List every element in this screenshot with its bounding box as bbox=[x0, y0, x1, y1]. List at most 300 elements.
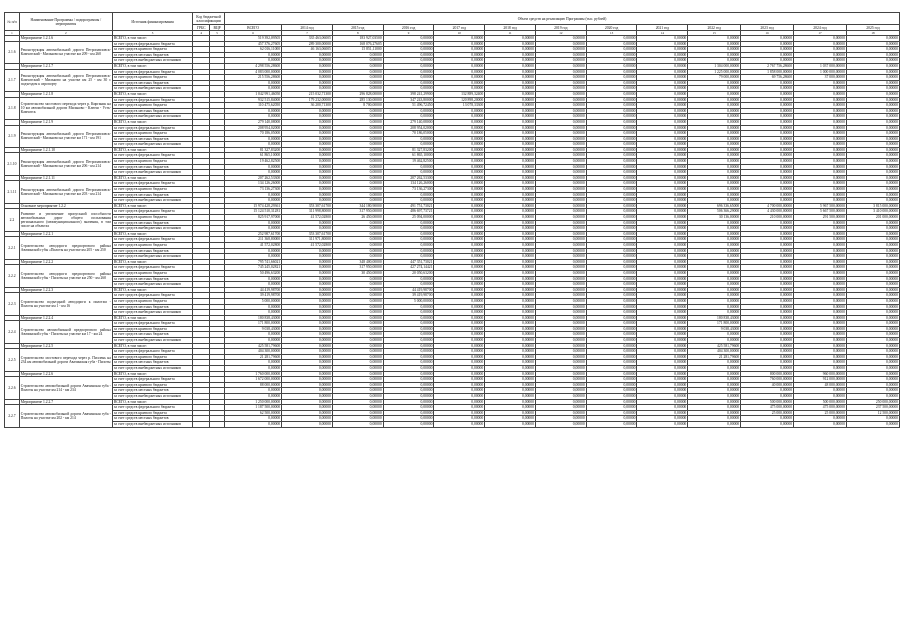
value-cell: 0,00000 bbox=[535, 125, 586, 131]
value-cell: 0,00000 bbox=[225, 282, 282, 288]
value-cell: 0,00000 bbox=[846, 198, 899, 204]
source-label: за счет средств внебюджетных источников bbox=[112, 254, 192, 260]
value-cell: 0,00000 bbox=[332, 175, 383, 181]
header-num-7: 8 bbox=[332, 31, 383, 36]
row-title: Мероприятие 1.2.2.5 bbox=[19, 343, 112, 349]
value-cell: 0,00000 bbox=[282, 80, 333, 86]
value-cell: 0,00000 bbox=[282, 170, 333, 176]
value-cell: 0,00000 bbox=[846, 125, 899, 131]
row-index: 2.2.7 bbox=[5, 405, 20, 427]
value-cell: 0,00000 bbox=[846, 147, 899, 153]
source-label: за счет средств местных бюджетов bbox=[112, 360, 192, 366]
value-cell: 0,00000 bbox=[637, 142, 688, 148]
value-cell: 0,00000 bbox=[332, 108, 383, 114]
value-cell: 0,00000 bbox=[535, 36, 586, 42]
value-cell: 4 083 000,00000 bbox=[225, 69, 282, 75]
value-cell: 0,00000 bbox=[794, 237, 847, 243]
source-label: за счет средств федерального бюджета bbox=[112, 69, 192, 75]
value-cell: 0,00000 bbox=[741, 343, 794, 349]
value-cell: 0,00000 bbox=[846, 388, 899, 394]
value-cell: 0,00000 bbox=[741, 181, 794, 187]
value-cell: 0,00000 bbox=[282, 354, 333, 360]
value-cell: 0,00000 bbox=[434, 125, 485, 131]
value-cell: 0,00000 bbox=[637, 293, 688, 299]
source-label: за счет средств местных бюджетов bbox=[112, 248, 192, 254]
value-cell: 0,00000 bbox=[637, 265, 688, 271]
value-cell: 5 967 500,00000 bbox=[794, 203, 847, 209]
source-label: за счет средств федерального бюджета bbox=[112, 377, 192, 383]
value-cell: 0,00000 bbox=[688, 125, 741, 131]
value-cell: 0,00000 bbox=[688, 119, 741, 125]
value-cell: 44 419,98700 bbox=[225, 287, 282, 293]
value-cell: 0,00000 bbox=[332, 343, 383, 349]
value-cell: 0,00000 bbox=[586, 114, 637, 120]
value-cell: 0,00000 bbox=[225, 108, 282, 114]
row-title: Мероприятие 1.2.1.7 bbox=[19, 63, 112, 69]
value-cell: 0,00000 bbox=[485, 52, 536, 58]
source-label: за счет средств краевого бюджета bbox=[112, 270, 192, 276]
value-cell: 0,00000 bbox=[383, 41, 434, 47]
row-name: Строительство мостового перехода через р. Кирганик на 10 км автомобильной дороги Мильково - Ключи - Усть-Камчатск bbox=[19, 97, 112, 119]
value-cell: 0,00000 bbox=[794, 242, 847, 248]
header-num-15: 16 bbox=[741, 31, 794, 36]
value-cell: 0,00000 bbox=[794, 338, 847, 344]
value-cell: 0,00000 bbox=[282, 282, 333, 288]
value-cell: 0,00000 bbox=[794, 142, 847, 148]
value-cell: 0,00000 bbox=[485, 270, 536, 276]
source-label: за счет средств краевого бюджета bbox=[112, 215, 192, 221]
value-cell: 0,00000 bbox=[794, 114, 847, 120]
value-cell: 289 300,00000 bbox=[282, 41, 333, 47]
value-cell: 0,00000 bbox=[535, 237, 586, 243]
source-label: за счет средств федерального бюджета bbox=[112, 125, 192, 131]
value-cell: 0,00000 bbox=[586, 421, 637, 427]
value-cell: 0,00000 bbox=[846, 108, 899, 114]
value-cell: 30 450,00000 bbox=[332, 270, 383, 276]
value-cell: 1 858 000,00000 bbox=[741, 69, 794, 75]
header-num-17: 18 bbox=[846, 31, 899, 36]
row-name: Строительство мостового перехода через р. Пиллень на 234 км автомобильной дороги Авачинская губа - Пилоты bbox=[19, 349, 112, 371]
header-volume: Объем средств на реализацию Программы (тыс. рублей) bbox=[225, 13, 900, 25]
source-label: за счет средств местных бюджетов bbox=[112, 416, 192, 422]
header-sub-13: 2024 год bbox=[794, 25, 847, 31]
row-index: 2.1.7 bbox=[5, 69, 20, 91]
value-cell: 0,00000 bbox=[282, 153, 333, 159]
source-label: за счет средств краевого бюджета bbox=[112, 75, 192, 81]
value-cell: 30 136,00000 bbox=[688, 215, 741, 221]
value-cell: 0,00000 bbox=[332, 315, 383, 321]
value-cell: 0,00000 bbox=[741, 231, 794, 237]
value-cell: 0,00000 bbox=[485, 410, 536, 416]
value-cell: 0,00000 bbox=[637, 75, 688, 81]
value-cell: 0,00000 bbox=[332, 242, 383, 248]
value-cell: 0,00000 bbox=[332, 153, 383, 159]
value-cell: 0,00000 bbox=[794, 86, 847, 92]
value-cell: 0,00000 bbox=[586, 354, 637, 360]
value-cell: 0,00000 bbox=[282, 321, 333, 327]
value-cell: 0,00000 bbox=[741, 108, 794, 114]
value-cell: 0,00000 bbox=[332, 282, 383, 288]
table-header bbox=[5, 13, 900, 36]
value-cell: 0,00000 bbox=[434, 86, 485, 92]
value-cell: 0,00000 bbox=[688, 114, 741, 120]
value-cell: 0,00000 bbox=[282, 360, 333, 366]
value-cell: 0,00000 bbox=[794, 103, 847, 109]
value-cell: 0,00000 bbox=[434, 63, 485, 69]
value-cell: 0,00000 bbox=[688, 153, 741, 159]
value-cell: 62 500,00000 bbox=[225, 410, 282, 416]
value-cell: 0,00000 bbox=[535, 192, 586, 198]
value-cell: 0,00000 bbox=[535, 47, 586, 53]
value-cell: 0,00000 bbox=[383, 242, 434, 248]
value-cell: 0,00000 bbox=[434, 187, 485, 193]
value-cell: 0,00000 bbox=[741, 36, 794, 42]
value-cell: 0,00000 bbox=[383, 136, 434, 142]
value-cell: 0,00000 bbox=[586, 377, 637, 383]
value-cell: 0,00000 bbox=[535, 97, 586, 103]
value-cell: 0,00000 bbox=[485, 147, 536, 153]
value-cell: 0,00000 bbox=[383, 52, 434, 58]
row-index: 2.1.9 bbox=[5, 125, 20, 147]
value-cell: 0,00000 bbox=[434, 69, 485, 75]
table-row bbox=[5, 421, 900, 427]
value-cell: 0,00000 bbox=[434, 377, 485, 383]
value-cell: 15 124 510,31281 bbox=[225, 209, 282, 215]
value-cell: 0,00000 bbox=[434, 338, 485, 344]
value-cell: 0,00000 bbox=[846, 298, 899, 304]
value-cell: 0,00000 bbox=[688, 86, 741, 92]
value-cell: 0,00000 bbox=[688, 310, 741, 316]
value-cell: 0,00000 bbox=[225, 170, 282, 176]
value-cell: 0,00000 bbox=[846, 226, 899, 232]
value-cell: 0,00000 bbox=[535, 371, 586, 377]
value-cell: 0,00000 bbox=[586, 405, 637, 411]
value-cell: 0,00000 bbox=[535, 276, 586, 282]
value-cell: 0,00000 bbox=[225, 136, 282, 142]
value-cell: 0,00000 bbox=[434, 310, 485, 316]
value-cell: 0,00000 bbox=[846, 310, 899, 316]
value-cell: 0,00000 bbox=[434, 399, 485, 405]
value-cell: 0,00000 bbox=[637, 326, 688, 332]
value-cell: 0,00000 bbox=[282, 388, 333, 394]
value-cell: 0,00000 bbox=[383, 382, 434, 388]
value-cell: 0,00000 bbox=[434, 270, 485, 276]
value-cell: 0,00000 bbox=[225, 80, 282, 86]
source-label: за счет средств внебюджетных источников bbox=[112, 394, 192, 400]
value-cell: 0,00000 bbox=[282, 181, 333, 187]
value-cell: 0,00000 bbox=[846, 170, 899, 176]
value-cell: 0,00000 bbox=[535, 270, 586, 276]
value-cell: 0,00000 bbox=[485, 293, 536, 299]
value-cell: 0,00000 bbox=[586, 80, 637, 86]
value-cell: 0,00000 bbox=[794, 360, 847, 366]
row-name: Строительство автомобильной дороги Авачинская губа - Пилоты на участке км 202 - км 214 bbox=[19, 405, 112, 427]
value-cell: 0,00000 bbox=[794, 354, 847, 360]
value-cell: 0,00000 bbox=[794, 416, 847, 422]
value-cell: 0,00000 bbox=[535, 366, 586, 372]
value-cell: 39 419,98700 bbox=[383, 293, 434, 299]
value-cell: 0,00000 bbox=[535, 399, 586, 405]
value-cell: 0,00000 bbox=[846, 220, 899, 226]
source-label: за счет средств местных бюджетов bbox=[112, 388, 192, 394]
value-cell: 0,00000 bbox=[741, 192, 794, 198]
value-cell: 0,00000 bbox=[535, 75, 586, 81]
value-cell: 0,00000 bbox=[383, 80, 434, 86]
source-label: ВСЕГО, в том числе: bbox=[112, 119, 192, 125]
grbs-cell bbox=[193, 421, 210, 427]
value-cell: 0,00000 bbox=[637, 47, 688, 53]
source-label: за счет средств федерального бюджета bbox=[112, 405, 192, 411]
value-cell: 0,00000 bbox=[794, 159, 847, 165]
value-cell: 39 419,98700 bbox=[225, 293, 282, 299]
value-cell: 0,00000 bbox=[637, 220, 688, 226]
value-cell: 0,00000 bbox=[846, 69, 899, 75]
value-cell: 0,00000 bbox=[586, 276, 637, 282]
value-cell: 0,00000 bbox=[225, 366, 282, 372]
value-cell: 0,00000 bbox=[637, 298, 688, 304]
value-cell: 0,00000 bbox=[485, 259, 536, 265]
value-cell: 0,00000 bbox=[535, 360, 586, 366]
value-cell: 0,00000 bbox=[383, 304, 434, 310]
value-cell: 211 368,80000 bbox=[225, 237, 282, 243]
value-cell: 69 756,28600 bbox=[741, 75, 794, 81]
row-title: Мероприятие 1.2.1.6 bbox=[19, 36, 112, 42]
source-label: ВСЕГО, в том числе: bbox=[112, 63, 192, 69]
value-cell: 0,00000 bbox=[637, 198, 688, 204]
value-cell: 0,00000 bbox=[535, 343, 586, 349]
value-cell: 0,00000 bbox=[282, 226, 333, 232]
row-title: Мероприятие 1.2.1.10 bbox=[19, 147, 112, 153]
value-cell: 0,00000 bbox=[535, 332, 586, 338]
value-cell: 0,00000 bbox=[485, 242, 536, 248]
value-cell: 0,00000 bbox=[434, 114, 485, 120]
header-sub-7: 2018 год bbox=[485, 25, 536, 31]
value-cell: 0,00000 bbox=[485, 209, 536, 215]
source-label: за счет средств местных бюджетов bbox=[112, 80, 192, 86]
value-cell: 0,00000 bbox=[282, 86, 333, 92]
value-cell: 0,00000 bbox=[637, 276, 688, 282]
value-cell: 0,00000 bbox=[332, 69, 383, 75]
value-cell: 0,00000 bbox=[332, 58, 383, 64]
source-label: за счет средств федерального бюджета bbox=[112, 97, 192, 103]
value-cell: 0,00000 bbox=[383, 321, 434, 327]
value-cell: 0,00000 bbox=[282, 58, 333, 64]
value-cell: 0,00000 bbox=[586, 388, 637, 394]
value-cell: 0,00000 bbox=[332, 254, 383, 260]
value-cell: 0,00000 bbox=[688, 371, 741, 377]
header-sub-5: 2016 год bbox=[383, 25, 434, 31]
source-label: ВСЕГО, в том числе: bbox=[112, 91, 192, 97]
header-num-14: 15 bbox=[688, 31, 741, 36]
value-cell: 0,00000 bbox=[846, 58, 899, 64]
value-cell: 0,00000 bbox=[535, 80, 586, 86]
value-cell: 0,00000 bbox=[225, 198, 282, 204]
value-cell: 0,00000 bbox=[434, 254, 485, 260]
value-cell: 0,00000 bbox=[741, 103, 794, 109]
value-cell: 5 000,00000 bbox=[225, 298, 282, 304]
value-cell: 0,00000 bbox=[688, 142, 741, 148]
value-cell: 0,00000 bbox=[282, 349, 333, 355]
value-cell: 41 572,02800 bbox=[282, 242, 333, 248]
value-cell: 0,00000 bbox=[434, 293, 485, 299]
value-cell: 0,00000 bbox=[485, 41, 536, 47]
value-cell: 0,00000 bbox=[586, 69, 637, 75]
value-cell: 0,00000 bbox=[586, 209, 637, 215]
value-cell: 0,00000 bbox=[282, 119, 333, 125]
value-cell: 0,00000 bbox=[846, 36, 899, 42]
value-cell: 0,00000 bbox=[846, 153, 899, 159]
value-cell: 0,00000 bbox=[688, 226, 741, 232]
value-cell: 0,00000 bbox=[535, 41, 586, 47]
value-cell: 0,00000 bbox=[383, 349, 434, 355]
value-cell: 3 815 000,00000 bbox=[846, 203, 899, 209]
value-cell: 0,00000 bbox=[688, 97, 741, 103]
header-sub-3: 2014 год bbox=[282, 25, 333, 31]
source-label: ВСЕГО, в том числе: bbox=[112, 287, 192, 293]
value-cell: 0,00000 bbox=[535, 159, 586, 165]
value-cell: 0,00000 bbox=[846, 41, 899, 47]
value-cell: 0,00000 bbox=[535, 282, 586, 288]
source-label: за счет средств краевого бюджета bbox=[112, 131, 192, 137]
value-cell: 0,00000 bbox=[332, 131, 383, 137]
row-name: Реконструкция автомобильной дороги Петропавловск-Камчатский - Мильково на участке км 171 - км 191 bbox=[19, 125, 112, 147]
value-cell: 0,00000 bbox=[586, 136, 637, 142]
value-cell: 0,00000 bbox=[741, 338, 794, 344]
value-cell: 0,00000 bbox=[741, 170, 794, 176]
value-cell: 134 126,26000 bbox=[225, 181, 282, 187]
value-cell: 0,00000 bbox=[434, 215, 485, 221]
value-cell: 0,00000 bbox=[332, 198, 383, 204]
value-cell: 0,00000 bbox=[434, 242, 485, 248]
value-cell: 425 581,79600 bbox=[225, 343, 282, 349]
value-cell: 0,00000 bbox=[794, 326, 847, 332]
value-cell: 9 038,43000 bbox=[225, 326, 282, 332]
value-cell: 0,00000 bbox=[485, 86, 536, 92]
value-cell: 279 140,08000 bbox=[383, 119, 434, 125]
value-cell: 0,00000 bbox=[434, 226, 485, 232]
value-cell: 0,00000 bbox=[741, 332, 794, 338]
value-cell: 0,00000 bbox=[282, 310, 333, 316]
value-cell: 0,00000 bbox=[688, 136, 741, 142]
value-cell: 0,00000 bbox=[485, 388, 536, 394]
value-cell: 0,00000 bbox=[794, 164, 847, 170]
value-cell: 0,00000 bbox=[434, 175, 485, 181]
value-cell: 0,00000 bbox=[741, 136, 794, 142]
value-cell: 0,00000 bbox=[794, 321, 847, 327]
value-cell: 0,00000 bbox=[383, 282, 434, 288]
value-cell: 0,00000 bbox=[332, 377, 383, 383]
value-cell: 0,00000 bbox=[383, 354, 434, 360]
value-cell: 0,00000 bbox=[586, 293, 637, 299]
value-cell: 0,00000 bbox=[846, 360, 899, 366]
value-cell: 0,00000 bbox=[535, 136, 586, 142]
source-label: за счет средств местных бюджетов bbox=[112, 136, 192, 142]
value-cell: 0,00000 bbox=[586, 91, 637, 97]
value-cell: 0,00000 bbox=[485, 91, 536, 97]
value-cell: 0,00000 bbox=[794, 421, 847, 427]
value-cell: 427 274,14421 bbox=[383, 265, 434, 271]
value-cell: 0,00000 bbox=[586, 147, 637, 153]
value-cell: 0,00000 bbox=[535, 315, 586, 321]
value-cell: 0,00000 bbox=[586, 63, 637, 69]
row-title: Мероприятие 1.2.1.8 bbox=[19, 91, 112, 97]
value-cell: 0,00000 bbox=[434, 315, 485, 321]
header-num-11: 12 bbox=[535, 31, 586, 36]
source-label: за счет средств местных бюджетов bbox=[112, 108, 192, 114]
value-cell: 0,00000 bbox=[637, 114, 688, 120]
value-cell: 0,00000 bbox=[586, 119, 637, 125]
value-cell: 795 741,66021 bbox=[225, 259, 282, 265]
value-cell: 0,00000 bbox=[485, 421, 536, 427]
value-cell: 0,00000 bbox=[846, 377, 899, 383]
value-cell: 0,00000 bbox=[383, 69, 434, 75]
source-label: ВСЕГО, в том числе: bbox=[112, 343, 192, 349]
value-cell: 0,00000 bbox=[332, 354, 383, 360]
value-cell: 0,00000 bbox=[637, 371, 688, 377]
source-label: за счет средств краевого бюджета bbox=[112, 326, 192, 332]
value-cell: 0,00000 bbox=[434, 136, 485, 142]
value-cell: 20 050,63200 bbox=[383, 270, 434, 276]
value-cell: 207 262,53300 bbox=[225, 175, 282, 181]
value-cell: 41 572,02800 bbox=[282, 215, 333, 221]
value-cell: 0,00000 bbox=[586, 192, 637, 198]
value-cell: 0,00000 bbox=[637, 377, 688, 383]
value-cell: 0,00000 bbox=[225, 276, 282, 282]
value-cell: 0,00000 bbox=[794, 265, 847, 271]
source-label: за счет средств краевого бюджета bbox=[112, 382, 192, 388]
value-cell: 0,00000 bbox=[586, 394, 637, 400]
value-cell: 0,00000 bbox=[688, 304, 741, 310]
value-cell: 0,00000 bbox=[741, 187, 794, 193]
value-cell: 0,00000 bbox=[637, 254, 688, 260]
value-cell: 0,00000 bbox=[741, 175, 794, 181]
value-cell: 0,00000 bbox=[637, 399, 688, 405]
value-cell: 0,00000 bbox=[225, 114, 282, 120]
value-cell: 79 000,00000 bbox=[688, 75, 741, 81]
value-cell: 0,00000 bbox=[485, 181, 536, 187]
value-cell: 0,00000 bbox=[586, 298, 637, 304]
value-cell: 0,00000 bbox=[485, 276, 536, 282]
value-cell: 0,00000 bbox=[794, 259, 847, 265]
source-label: за счет средств местных бюджетов bbox=[112, 52, 192, 58]
value-cell: 215 032,71300 bbox=[282, 91, 333, 97]
value-cell: 0,00000 bbox=[688, 416, 741, 422]
row-title: Мероприятие 1.2.2.7 bbox=[19, 399, 112, 405]
value-cell: 0,00000 bbox=[637, 343, 688, 349]
value-cell: 0,00000 bbox=[794, 298, 847, 304]
value-cell: 0,00000 bbox=[586, 131, 637, 137]
value-cell: 0,00000 bbox=[794, 52, 847, 58]
header-name: Наименование Программы / подпрограммы / мероприятия bbox=[19, 13, 112, 31]
value-cell: 0,00000 bbox=[741, 198, 794, 204]
value-cell: 180 838,43000 bbox=[688, 315, 741, 321]
value-cell: 0,00000 bbox=[688, 175, 741, 181]
row-name: Реконструкция автомобильной дороги Петропавловск-Камчатский - Мильково на участке км 206 - км 214 bbox=[19, 153, 112, 175]
value-cell: 120 898,20000 bbox=[434, 97, 485, 103]
value-cell: 0,00000 bbox=[586, 360, 637, 366]
value-cell: 0,00000 bbox=[688, 254, 741, 260]
source-label: за счет средств внебюджетных источников bbox=[112, 170, 192, 176]
value-cell: 0,00000 bbox=[846, 91, 899, 97]
value-cell: 491 751,73021 bbox=[383, 203, 434, 209]
value-cell: 0,00000 bbox=[741, 97, 794, 103]
value-cell: 0,00000 bbox=[637, 354, 688, 360]
value-cell: 0,00000 bbox=[688, 282, 741, 288]
value-cell: 0,00000 bbox=[741, 119, 794, 125]
value-cell: 0,00000 bbox=[586, 287, 637, 293]
table-body bbox=[5, 36, 900, 428]
value-cell: 15 974 428,29361 bbox=[225, 203, 282, 209]
